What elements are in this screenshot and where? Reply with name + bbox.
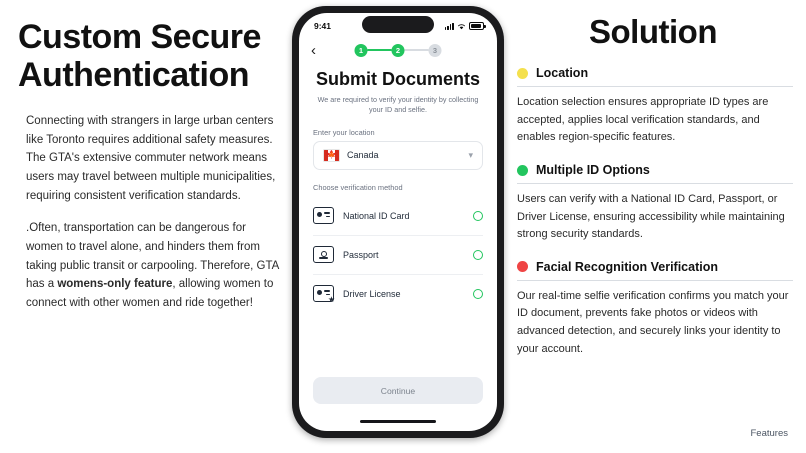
feature-title: Facial Recognition Verification xyxy=(536,259,718,274)
verification-method-list xyxy=(313,197,483,313)
canada-flag-icon: 🍁 xyxy=(323,149,340,162)
option-radio[interactable] xyxy=(473,289,483,299)
left-paragraph-2-part2: , allowing women to connect with other women and ride together! xyxy=(26,278,274,309)
phone-nav-row xyxy=(299,37,497,63)
left-paragraph-2 xyxy=(26,219,286,312)
option-passport[interactable] xyxy=(313,236,483,275)
step-2[interactable]: 2 xyxy=(392,44,405,57)
feature-multiple-id-options xyxy=(513,163,793,244)
feature-location xyxy=(513,66,793,147)
left-highlight: womens-only feature xyxy=(57,278,173,291)
phone-screen xyxy=(299,13,497,431)
bullet-yellow-icon xyxy=(517,68,528,79)
back-chevron-icon[interactable]: ‹ xyxy=(311,41,316,59)
feature-header xyxy=(513,66,793,80)
phone-notch xyxy=(362,16,434,33)
step-3[interactable]: 3 xyxy=(429,44,442,57)
method-field-label: Choose verification method xyxy=(313,182,403,192)
home-indicator xyxy=(360,420,436,423)
location-field-label: Enter your location xyxy=(313,127,375,137)
step-connector-2 xyxy=(405,49,429,52)
option-radio[interactable] xyxy=(473,211,483,221)
id-card-icon xyxy=(313,207,334,224)
battery-icon xyxy=(469,22,484,30)
right-column xyxy=(513,14,793,358)
step-connector-1 xyxy=(368,49,392,52)
left-paragraph-1: Connecting with strangers in large urban centers like Toronto requires additional safety measures. The GTA's extensive commuter network means users may travel between multiple municipalities, requiring consistent verification standards. xyxy=(26,115,276,202)
status-time: 9:41 xyxy=(314,21,332,31)
location-select[interactable] xyxy=(313,141,483,170)
step-1[interactable]: 1 xyxy=(355,44,368,57)
cellular-bars-icon xyxy=(445,23,454,30)
location-value: Canada xyxy=(347,150,379,161)
driver-license-icon: ★ xyxy=(313,285,334,302)
feature-title: Location xyxy=(536,66,589,81)
feature-title: Multiple ID Options xyxy=(536,163,650,178)
phone-mockup xyxy=(292,6,504,447)
footer-note: Features xyxy=(750,428,788,439)
option-label: Driver License xyxy=(343,288,401,299)
left-body-text xyxy=(18,112,286,312)
chevron-down-icon: ▾ xyxy=(468,149,473,160)
option-label: Passport xyxy=(343,249,379,260)
feature-header xyxy=(513,163,793,177)
screen-title: Submit Documents xyxy=(315,69,480,89)
left-heading: Custom Secure Authentication xyxy=(18,18,261,95)
left-column xyxy=(18,18,286,326)
continue-button[interactable]: Continue xyxy=(313,377,483,404)
right-heading: Solution xyxy=(589,13,717,50)
option-national-id[interactable] xyxy=(313,197,483,236)
option-label: National ID Card xyxy=(343,210,410,221)
feature-body: Users can verify with a National ID Card, Passport, or Driver License, ensuring accessibility while maintaining strong security standards. xyxy=(517,183,793,244)
screen-subtitle: We are required to verify your identity by collecting your ID and selfie. xyxy=(317,95,479,115)
feature-header xyxy=(513,260,793,274)
feature-body: Location selection ensures appropriate ID types are accepted, applies local verification standards, and enables region-specific features. xyxy=(517,86,793,147)
progress-stepper xyxy=(355,44,442,57)
wifi-icon xyxy=(457,23,466,30)
feature-body: Our real-time selfie verification confirms you match your ID document, prevents fake photos or videos with advanced detection, and securely links your identity to your account. xyxy=(517,280,793,358)
passport-icon xyxy=(313,246,334,263)
option-radio[interactable] xyxy=(473,250,483,260)
phone-frame xyxy=(292,6,504,438)
option-driver-license[interactable] xyxy=(313,275,483,313)
left-paragraph-2-part1: .Often, transportation can be dangerous for women to travel alone, and hinders them from taking public transit or carpooling. Therefore, GTA has a xyxy=(26,222,279,291)
feature-facial-recognition xyxy=(513,260,793,358)
status-icons xyxy=(445,22,484,30)
bullet-red-icon xyxy=(517,261,528,272)
bullet-green-icon xyxy=(517,165,528,176)
